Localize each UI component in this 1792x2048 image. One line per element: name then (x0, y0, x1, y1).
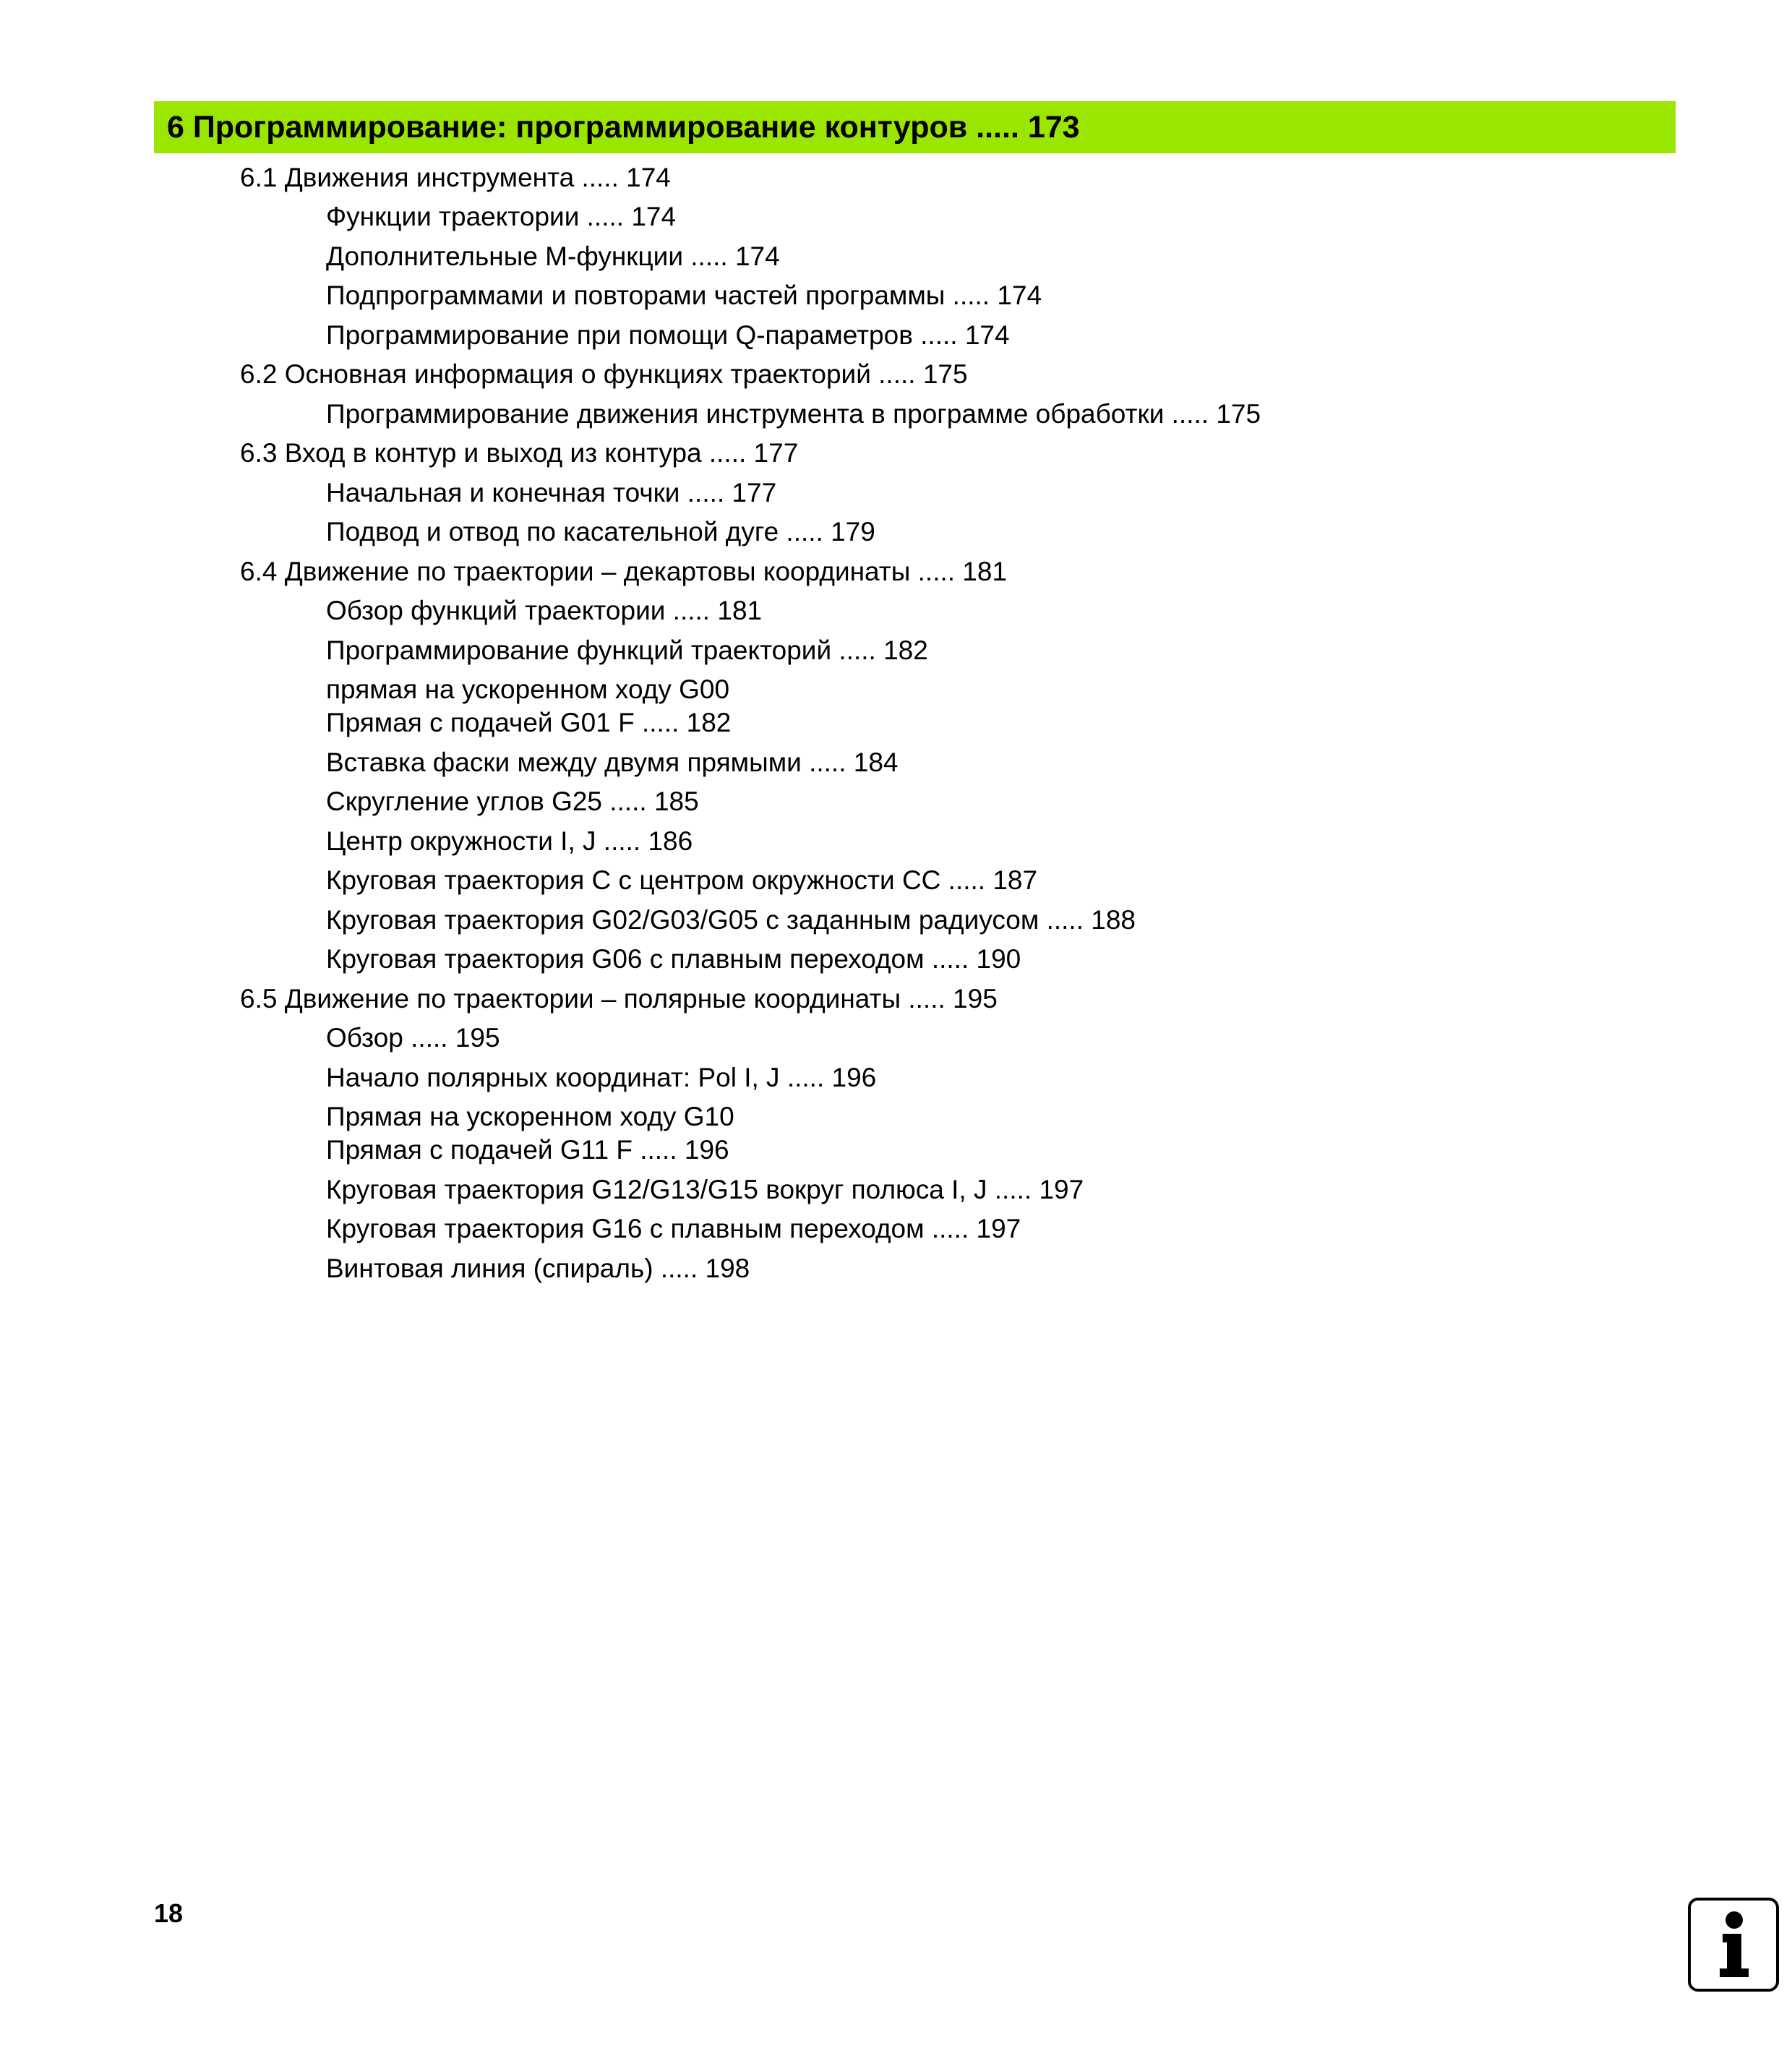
toc-subsection[interactable]: Винтовая линия (спираль) ..... 198 (326, 1254, 750, 1283)
toc-subsection[interactable]: Круговая траектория G02/G03/G05 с заданным радиусом ..... 188 (326, 905, 1136, 935)
info-icon (1688, 1898, 1779, 1992)
toc-subsection[interactable]: Начало полярных координат: Pol I, J ..... 196 (326, 1063, 877, 1092)
toc-subsection[interactable]: Прямая с подачей G01 F ..... 182 (326, 708, 732, 737)
toc-section-6-1[interactable]: 6.1 Движения инструмента ..... 174 (240, 163, 671, 192)
toc-subsection[interactable]: Скругление углов G25 ..... 185 (326, 787, 699, 816)
toc-subsection[interactable]: Функции траектории ..... 174 (326, 202, 677, 231)
toc-subsection[interactable]: Круговая траектория C с центром окружности CC ..... 187 (326, 865, 1038, 895)
toc-subsection[interactable]: Подвод и отвод по касательной дуге ..... 179 (326, 517, 875, 547)
toc-subsection[interactable]: Программирование движения инструмента в программе обработки ..... 175 (326, 399, 1261, 429)
toc-section-6-3[interactable]: 6.3 Вход в контур и выход из контура ..... 177 (240, 438, 799, 468)
toc-subsection[interactable]: Дополнительные M-функции ..... 174 (326, 241, 780, 271)
toc-subsection[interactable]: Круговая траектория G12/G13/G15 вокруг полюса I, J ..... 197 (326, 1175, 1084, 1204)
toc-section-6-5[interactable]: 6.5 Движение по траектории – полярные координаты ..... 195 (240, 984, 998, 1014)
toc-subsection[interactable]: прямая на ускоренном ходу G00 (326, 674, 730, 704)
toc-subsection[interactable]: Центр окружности I, J ..... 186 (326, 826, 693, 856)
page-number: 18 (154, 1898, 184, 1928)
toc-subsection[interactable]: Прямая на ускоренном ходу G10 (326, 1102, 734, 1131)
toc-section-6-4[interactable]: 6.4 Движение по траектории – декартовы координаты ..... 181 (240, 557, 1008, 586)
toc-subsection[interactable]: Программирование при помощи Q-параметров ..... 174 (326, 320, 1010, 350)
toc-subsection[interactable]: Круговая траектория G06 с плавным переходом ..... 190 (326, 944, 1021, 974)
toc-subsection[interactable]: Круговая траектория G16 с плавным переходом ..... 197 (326, 1214, 1021, 1243)
chapter-title[interactable]: 6 Программирование: программирование контуров ..... 173 (167, 110, 1080, 145)
toc-subsection[interactable]: Вставка фаски между двумя прямыми ..... 184 (326, 747, 899, 777)
toc-subsection[interactable]: Программирование функций траекторий ..... 182 (326, 635, 928, 665)
toc-section-6-2[interactable]: 6.2 Основная информация о функциях траекторий ..... 175 (240, 359, 968, 389)
toc-subsection[interactable]: Подпрограммами и повторами частей программы ..... 174 (326, 280, 1042, 310)
info-icon-glyph (1691, 1901, 1776, 1989)
toc-subsection[interactable]: Прямая с подачей G11 F ..... 196 (326, 1135, 729, 1165)
toc-subsection[interactable]: Обзор ..... 195 (326, 1023, 500, 1053)
toc-subsection[interactable]: Начальная и конечная точки ..... 177 (326, 478, 777, 507)
toc-subsection[interactable]: Обзор функций траектории ..... 181 (326, 596, 763, 625)
